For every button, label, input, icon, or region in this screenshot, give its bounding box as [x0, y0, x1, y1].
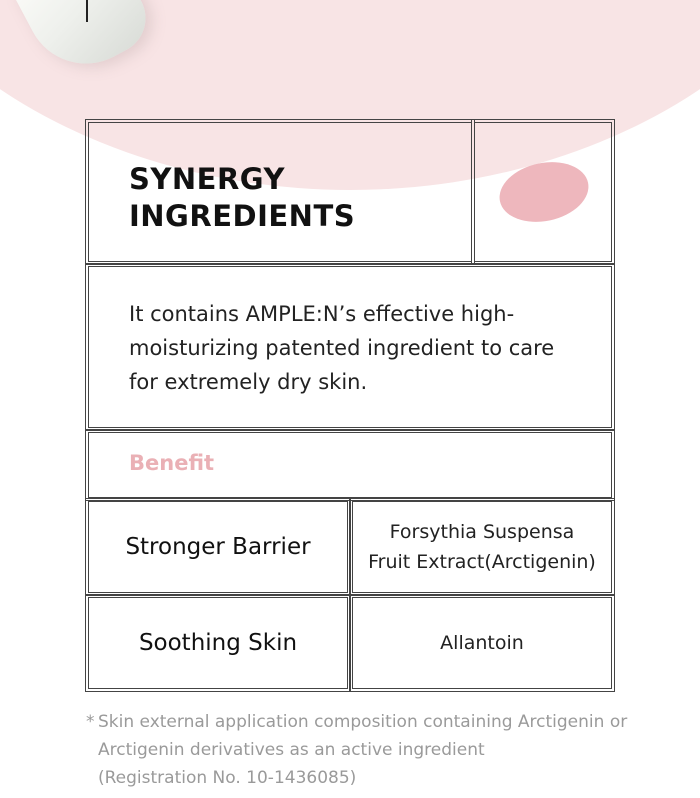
benefit-heading-cell [88, 432, 612, 498]
product-bottle-edge [86, 0, 88, 22]
section-title-line2: INGREDIENTS [129, 199, 356, 233]
title-cell [88, 122, 472, 262]
footnote-line1: Skin external application composition containing Arctigenin or [98, 712, 628, 732]
ingredient-allantoin-line1: Allantoin [440, 632, 524, 654]
footnote-asterisk: * [86, 712, 95, 732]
benefit-row-1-name-cell [88, 501, 348, 593]
footnote-line3: (Registration No. 10-1436085) [98, 768, 357, 788]
section-title [129, 161, 355, 235]
benefit-name-soothing-skin: Soothing Skin [138, 630, 298, 656]
benefit-row-2-name-cell [88, 597, 348, 689]
ingredient-allantoin [440, 628, 524, 658]
ingredient-forsythia-line1: Forsythia Suspensa [389, 521, 575, 543]
footnote-line2: Arctigenin derivatives as an active ingredient [98, 740, 485, 760]
texture-swatch-cell [474, 122, 612, 262]
benefit-heading: Benefit [129, 451, 215, 475]
pink-texture-swatch [494, 154, 594, 229]
registration-footnote [86, 708, 676, 792]
benefit-row-1-ingredient-cell [352, 501, 612, 593]
ingredient-forsythia-line2: Fruit Extract(Arctigenin) [368, 551, 596, 573]
benefit-row-2-ingredient-cell [352, 597, 612, 689]
description-cell [88, 266, 612, 428]
section-title-line1: SYNERGY [129, 162, 285, 196]
benefit-name-stronger-barrier: Stronger Barrier [125, 534, 311, 560]
description-text: It contains AMPLE:N’s effective high-moisturizing patented ingredient to care for extremely dry skin. [129, 302, 555, 394]
ingredient-forsythia [368, 517, 596, 577]
